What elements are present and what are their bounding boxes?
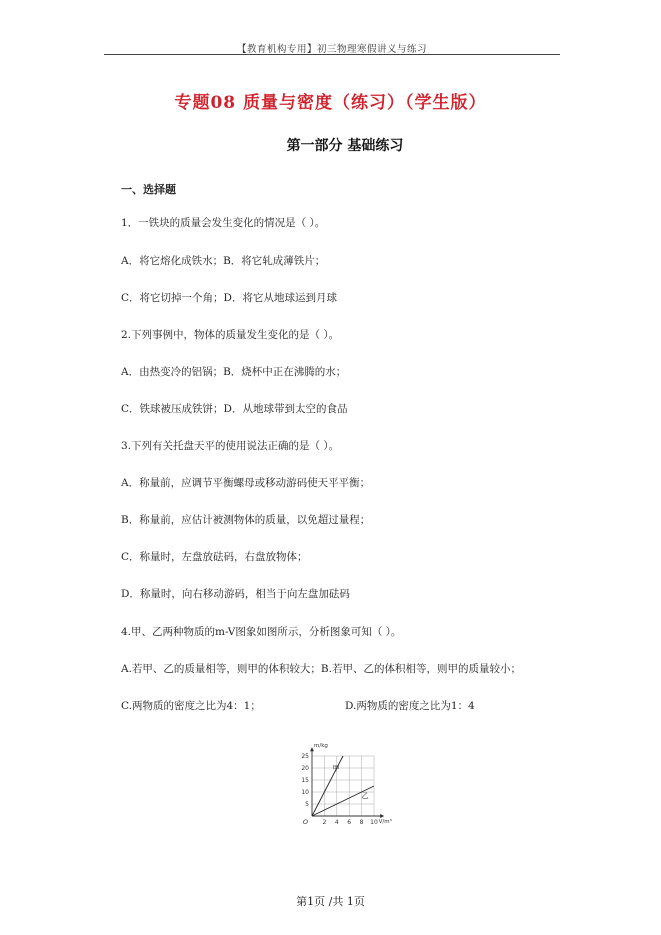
question-4: 4.甲、乙两种物质的m-V图象如图所示，分析图象可知（ ）。 <box>121 626 402 638</box>
x-tick-label: 2 <box>322 819 327 826</box>
document-title: 专题08 质量与密度（练习）（学生版） <box>174 93 487 113</box>
question-1-options-ab: A．将它熔化成铁水；B．将它轧成薄铁片； <box>121 255 326 267</box>
question-2-options-ab: A．由热变冷的铝锅；B．烧杯中正在沸腾的水； <box>121 366 347 378</box>
mass-volume-graph <box>294 734 394 829</box>
series-label-1: 甲 <box>332 764 340 773</box>
y-axis-label: m/kg <box>314 743 328 750</box>
x-tick-label: 8 <box>359 819 364 826</box>
question-3-option-b: B．称量前，应估计被测物体的质量，以免超过量程； <box>121 514 371 526</box>
x-tick-label: 6 <box>347 819 352 826</box>
question-4-option-c: C.两物质的密度之比为4：1； <box>121 700 261 712</box>
x-tick-label: 4 <box>334 819 339 826</box>
section-title: 第一部分 基础练习 <box>286 138 404 154</box>
x-axis-label: V/m³ <box>378 819 392 825</box>
y-tick-label: 15 <box>301 777 309 784</box>
question-3-option-d: D．称量时，向右移动游码，相当于向左盘加砝码 <box>121 588 350 600</box>
series-label-2: 乙 <box>361 792 369 800</box>
y-tick-label: 5 <box>305 801 309 808</box>
x-tick-label: 10 <box>370 819 378 826</box>
origin-label: O <box>302 818 308 826</box>
header-divider <box>104 54 560 55</box>
question-3: 3.下列有关托盘天平的使用说法正确的是（ ）。 <box>121 440 340 452</box>
question-3-option-a: A．称量前，应调节平衡螺母或移动游码使天平平衡； <box>121 477 371 489</box>
question-2-options-cd: C．铁球被压成铁饼；D．从地球带到太空的食品 <box>121 403 348 415</box>
question-4-option-d: D.两物质的密度之比为1：4 <box>345 700 475 712</box>
question-type-heading: 一、选择题 <box>121 183 176 196</box>
x-axis-arrow <box>380 814 384 818</box>
series-line-2 <box>312 786 374 816</box>
page-footer: 第1页 /共 1页 <box>296 895 365 908</box>
question-2: 2.下列事例中，物体的质量发生变化的是（ ）。 <box>121 329 340 341</box>
page-header: 【教育机构专用】初三物理寒假讲义与练习 <box>236 44 427 55</box>
question-4-options-ab: A.若甲、乙的质量相等，则甲的体积较大；B.若甲、乙的体积相等，则甲的质量较小； <box>121 663 521 675</box>
y-tick-label: 25 <box>301 753 309 760</box>
question-3-option-c: C．称量时，左盘放砝码，右盘放物体； <box>121 551 308 563</box>
question-1-options-cd: C．将它切掉一个角；D．将它从地球运到月球 <box>121 292 337 304</box>
y-tick-label: 20 <box>301 765 309 772</box>
question-1: 1．一铁块的质量会发生变化的情况是（ ）。 <box>121 217 326 229</box>
y-tick-label: 10 <box>301 789 309 796</box>
